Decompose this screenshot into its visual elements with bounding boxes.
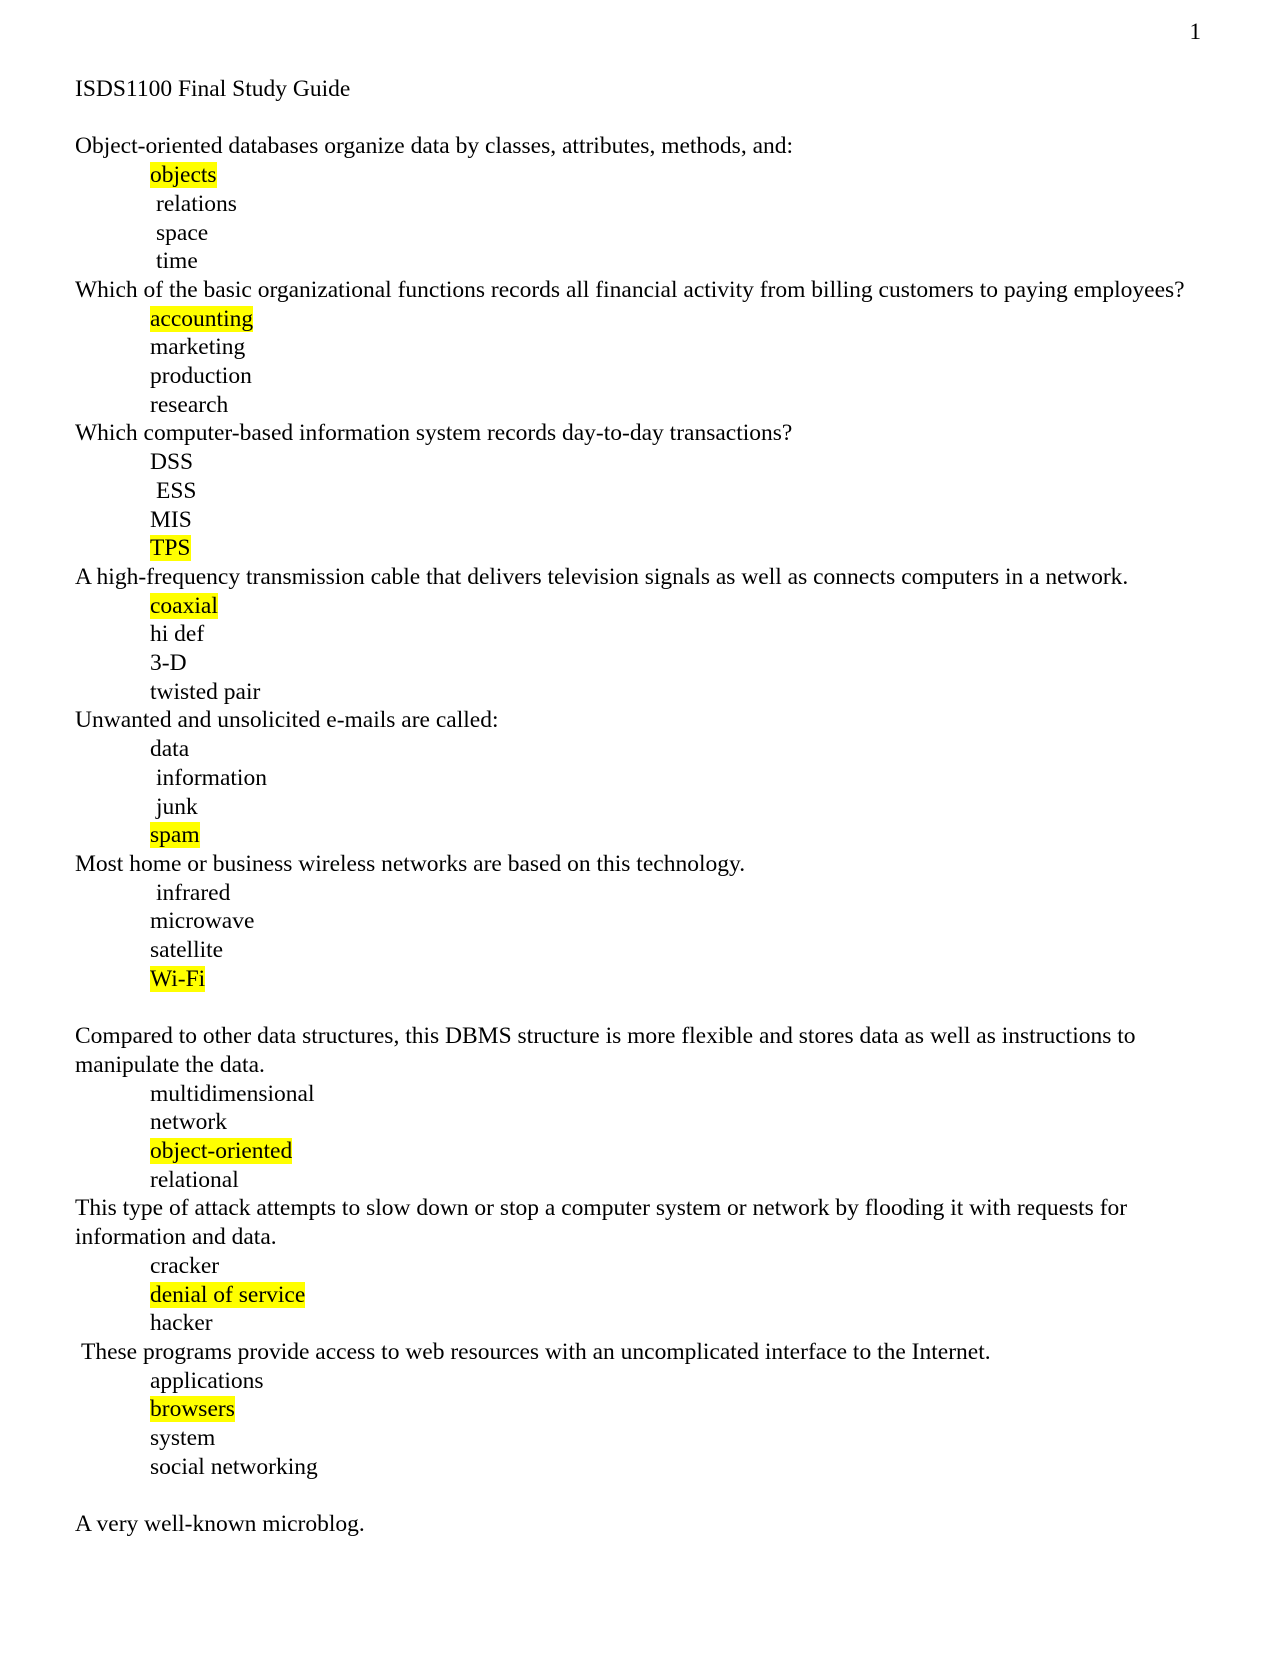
answer-option (75, 1108, 1215, 1137)
answer-text: production (150, 363, 252, 390)
question-block (75, 1338, 1215, 1482)
answer-text: MIS (150, 506, 192, 533)
answer-options (75, 161, 1215, 276)
answer-text: 3-D (150, 650, 187, 677)
answer-option (75, 793, 1215, 822)
answer-option (75, 305, 1215, 334)
question-block (75, 563, 1215, 707)
question-text: A high-frequency transmission cable that delivers television signals as well as connects computers in a network. (75, 563, 1129, 590)
answer-option (75, 391, 1215, 420)
document-title: ISDS1100 Final Study Guide (75, 76, 351, 102)
answer-option (75, 161, 1215, 190)
answer-text-highlighted: accounting (150, 305, 254, 332)
answer-text: infrared (156, 879, 231, 906)
answer-text: relations (156, 190, 237, 217)
answer-option (75, 907, 1215, 936)
page-number: 1 (1189, 19, 1201, 44)
answer-options (75, 879, 1215, 994)
question-block (75, 1510, 1215, 1539)
answer-option (75, 879, 1215, 908)
answer-options (75, 1252, 1215, 1338)
answer-text-highlighted: object-oriented (150, 1137, 293, 1164)
answer-option (75, 592, 1215, 621)
answer-option (75, 764, 1215, 793)
question-text: These programs provide access to web resources with an uncomplicated interface to the Internet. (81, 1338, 991, 1365)
question-text: Object-oriented databases organize data by classes, attributes, methods, and: (75, 133, 794, 160)
answer-text: multidimensional (150, 1080, 315, 1107)
question-block (75, 419, 1215, 563)
answer-option (75, 477, 1215, 506)
answer-option (75, 333, 1215, 362)
answer-option (75, 219, 1215, 248)
answer-option (75, 1424, 1215, 1453)
study-guide-body (75, 75, 1215, 1539)
answer-text: ESS (156, 477, 197, 504)
answer-option (75, 190, 1215, 219)
answer-options (75, 592, 1215, 707)
answer-option (75, 1309, 1215, 1338)
answer-text: time (156, 248, 198, 275)
question-block (75, 132, 1215, 276)
answer-text-highlighted: browsers (150, 1396, 235, 1423)
blank-line (75, 1481, 1215, 1510)
answer-text: system (150, 1425, 216, 1452)
answer-text: data (150, 736, 190, 763)
answer-option (75, 534, 1215, 563)
answer-option (75, 362, 1215, 391)
question-text: A very well-known microblog. (75, 1511, 365, 1538)
answer-text: marketing (150, 334, 246, 361)
answer-option (75, 1080, 1215, 1109)
answer-option (75, 1367, 1215, 1396)
answer-option (75, 1395, 1215, 1424)
answer-text-highlighted: spam (150, 822, 200, 849)
question-text: Unwanted and unsolicited e-mails are called: (75, 707, 499, 734)
question-block (75, 850, 1215, 994)
answer-text: DSS (150, 449, 194, 476)
answer-text: satellite (150, 937, 224, 964)
answer-options (75, 448, 1215, 563)
answer-text: hacker (150, 1310, 213, 1337)
answer-option (75, 821, 1215, 850)
answer-text: hi def (150, 621, 205, 648)
question-block (75, 1194, 1215, 1338)
answer-text-highlighted: objects (150, 162, 217, 189)
answer-text-highlighted: coaxial (150, 592, 218, 619)
answer-options (75, 1367, 1215, 1482)
answer-option (75, 506, 1215, 535)
answer-text-highlighted: TPS (150, 535, 191, 562)
answer-option (75, 735, 1215, 764)
answer-option (75, 965, 1215, 994)
question-text: This type of attack attempts to slow down or stop a computer system or network by flooding it with requests for information and data. (75, 1195, 1128, 1251)
answer-text: cracker (150, 1252, 220, 1279)
answer-options (75, 735, 1215, 850)
answer-text: twisted pair (150, 678, 261, 705)
answer-text: microwave (150, 908, 255, 935)
answer-text: applications (150, 1367, 264, 1394)
question-text: Which of the basic organizational functions records all financial activity from billing customers to paying employees? (75, 276, 1185, 303)
question-text: Which computer-based information system records day-to-day transactions? (75, 420, 793, 447)
answer-options (75, 305, 1215, 420)
question-block (75, 1022, 1215, 1194)
question-block (75, 706, 1215, 850)
question-text: Compared to other data structures, this DBMS structure is more flexible and stores data as well as instructions to manipulate the data. (75, 1023, 1136, 1078)
answer-text: social networking (150, 1453, 318, 1480)
answer-option (75, 1137, 1215, 1166)
answer-option (75, 1281, 1215, 1310)
answer-text: space (156, 219, 209, 246)
answer-option (75, 1453, 1215, 1482)
answer-option (75, 1166, 1215, 1195)
answer-option (75, 678, 1215, 707)
answer-option (75, 620, 1215, 649)
answer-options (75, 1080, 1215, 1195)
answer-text: network (150, 1109, 228, 1136)
answer-option (75, 247, 1215, 276)
answer-option (75, 448, 1215, 477)
question-block (75, 276, 1215, 420)
answer-text: information (156, 764, 267, 791)
answer-option (75, 1252, 1215, 1281)
answer-text-highlighted: denial of service (150, 1281, 306, 1308)
answer-option (75, 936, 1215, 965)
answer-text: research (150, 391, 229, 418)
question-text: Most home or business wireless networks are based on this technology. (75, 850, 746, 877)
blank-line (75, 993, 1215, 1022)
answer-text: relational (150, 1166, 239, 1193)
answer-option (75, 649, 1215, 678)
answer-text-highlighted: Wi-Fi (150, 965, 206, 992)
answer-text: junk (156, 793, 198, 820)
